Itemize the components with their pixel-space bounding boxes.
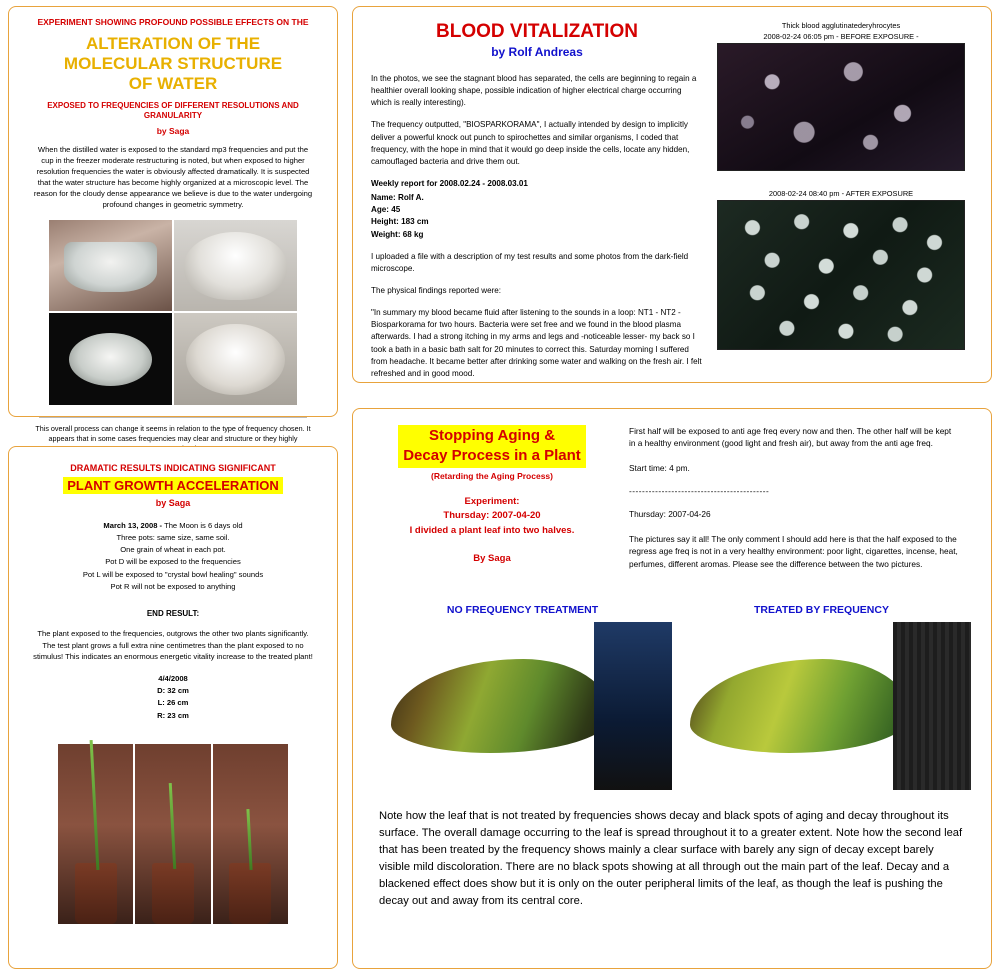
water-photo-grid [49, 220, 297, 405]
aging-title-line-2: Decay Process in a Plant [403, 447, 581, 465]
aging-byline: By Saga [473, 552, 511, 564]
water-kicker: EXPERIMENT SHOWING PROFOUND POSSIBLE EFFECTS ON THE [37, 17, 309, 27]
untreated-leaf-photo [373, 622, 672, 790]
plant-pot-r [213, 744, 288, 924]
aging-paragraph-2: The pictures say it all! The only comment I should add here is that the half exposed to the regress age freq is not in a very healthy environment: poor light, cigarettes, incense, heat, perfumes, different aromas. Please see the difference between the two pictures. [629, 533, 958, 569]
plant-setup-line-3: Pot D will be exposed to the frequencies [105, 557, 241, 567]
aging-date: Thursday: 2007-04-26 [629, 509, 711, 520]
blood-report-name: Name: Rolf A. [371, 193, 424, 203]
blood-before-exposure-photo [717, 43, 965, 171]
treated-leaf-photo [672, 622, 971, 790]
treated-leaf-background-strip [893, 622, 971, 790]
untreated-leaf-shape [391, 659, 612, 753]
blood-image2-timestamp: 2008-02-24 08:40 pm - AFTER EXPOSURE [768, 189, 914, 198]
blood-report-age: Age: 45 [371, 205, 401, 215]
panel-blood-vitalization [352, 6, 992, 383]
aging-subtitle: (Retarding the Aging Process) [430, 470, 553, 481]
blood-text-column [371, 21, 703, 390]
ice-cup-photo-1 [49, 220, 172, 312]
blood-paragraph-3: I uploaded a file with a description of my test results and some photos from the dark-field microscope. [371, 251, 689, 273]
aging-experiment-block [373, 495, 611, 539]
plant-title: PLANT GROWTH ACCELERATION [63, 477, 283, 494]
water-title [25, 34, 321, 95]
water-title-line-3: OF WATER [128, 74, 218, 94]
plant-date-bold: March 13, 2008 - [103, 521, 163, 530]
blood-after-exposure-photo [717, 200, 965, 350]
plant-setup-line-2: One grain of wheat in each pot. [120, 545, 226, 555]
water-subtitle: EXPOSED TO FREQUENCIES OF DIFFERENT RESOLUTIONS AND GRANULARITY [47, 100, 299, 121]
ice-bowl-photo-2 [174, 220, 297, 312]
blood-report-details [371, 192, 703, 241]
ice-bowl-photo-4 [174, 313, 297, 405]
panel-stopping-aging [352, 408, 992, 969]
plant-byline: by Saga [155, 498, 191, 508]
blood-report-weight: Weight: 68 kg [371, 229, 424, 239]
aging-text-column [629, 425, 959, 582]
blood-paragraph-1: In the photos, we see the stagnant blood has separated, the cells are beginning to regain a healthier overall looking shape, possible indication of higher electrical charge occurring which is really interesting). [371, 74, 697, 108]
blood-paragraph-5: "In summary my blood became fluid after listening to the sounds in a loop: NT1 - NT2 - Biosparkorama for two hours. Bacteria were set free and we found in the blood plasma afterwards. I had a strong itching in my arms and legs and -noticeable lesser- my back so I took a bath in a basic bath salt for 20 minutes to correct this. Saturday morning I suffered from headache. It became better after drinking some water and walking on the fresh air. I felt refreshed and in good mood. [371, 308, 702, 378]
blood-image1-caption: Thick blood agglutinatederyhrocytes [781, 21, 901, 30]
plant-kicker: DRAMATIC RESULTS INDICATING SIGNIFICANT [70, 463, 276, 473]
aging-label-untreated: NO FREQUENCY TREATMENT [446, 604, 599, 617]
blood-paragraph-2: The frequency outputted, "BIOSPARKORAMA", I actually intended by design to implicitly deliver a powerful knock out punch to spirochettes and similar organisms, I coded that frequency, with the hope in mind that it would go deep inside the cells, locate any hidden, camouflaged bacteria and drive them out. [371, 120, 690, 166]
water-divider [39, 417, 307, 418]
plant-photo-row [58, 744, 288, 924]
aging-experiment-desc: I divided a plant leaf into two halves. [409, 524, 575, 536]
blood-author: by Rolf Andreas [491, 45, 583, 59]
blood-report-height: Height: 183 cm [371, 217, 429, 227]
plant-setup [27, 520, 319, 593]
plant-setup-line-4: Pot L will be exposed to "crystal bowl healing" sounds [82, 569, 264, 579]
plant-measure-r: R: 23 cm [157, 710, 189, 720]
aging-paragraph-1: First half will be exposed to anti age freq every now and then. The other half will be kept in a healthy environment (good light and fresh air), but away from the anti age freq. [629, 426, 952, 449]
panel-water-structure [8, 6, 338, 444]
plant-pot-d [58, 744, 133, 924]
aging-experiment-date: Thursday: 2007-04-20 [443, 510, 541, 522]
aging-experiment-label: Experiment: [464, 495, 520, 507]
aging-start-time: Start time: 4 pm. [629, 462, 690, 473]
aging-image-labels [373, 604, 971, 616]
treated-leaf-shape [690, 659, 911, 753]
aging-title-wrap [373, 425, 611, 468]
plant-setup-line-5: Pot R will not be exposed to anything [110, 581, 236, 591]
plant-end-result-text: The plant exposed to the frequencies, outgrows the other two plants significantly. The test plant grows a full extra nine centimetres than the plant exposed to no stimulus! This indicates an enormous energetic vitality increase to the treated plant! [33, 628, 313, 662]
plant-pot-l [135, 744, 210, 924]
ice-dish-photo-3 [49, 313, 172, 405]
aging-label-treated: TREATED BY FREQUENCY [754, 604, 889, 617]
blood-image-column [717, 21, 965, 390]
plant-end-result-heading: END RESULT: [146, 608, 200, 618]
panel-plant-growth [8, 446, 338, 969]
aging-title-column [373, 425, 611, 582]
water-footer-text: This overall process can change it seems in relation to the type of frequency chosen. It appears that in some cases frequencies may clear and structure or they highly [35, 423, 311, 444]
plant-date-line [27, 520, 319, 532]
water-body-text: When the distilled water is exposed to the standard mp3 frequencies and put the cup in the freezer moderate restructuring is noted, but when exposed to higher resolution frequencies the water is obviously affected dramatically. It is suspected that the water structure has become highly organized at a microscopic level. The reason for the cloudy dense appearance we believe is due to the water undergoing profound changes in geometric symmetry. [33, 144, 313, 209]
blood-title: BLOOD VITALIZATION [436, 21, 638, 42]
plant-measure-date: 4/4/2008 [158, 674, 188, 684]
plant-date-rest: The Moon is 6 days old [162, 521, 243, 530]
aging-leaf-photos [373, 622, 971, 790]
water-title-line-1: ALTERATION OF THE [85, 33, 261, 53]
plant-measurements [27, 673, 319, 722]
plant-measure-d: D: 32 cm [157, 686, 189, 696]
plant-measure-l: L: 26 cm [157, 698, 189, 708]
blood-report-heading: Weekly report for 2008.02.24 - 2008.03.01 [371, 178, 528, 188]
plant-title-wrap [27, 477, 319, 495]
aging-title-line-1: Stopping Aging & [428, 427, 556, 444]
aging-title [398, 425, 586, 468]
water-title-line-2: MOLECULAR STRUCTURE [63, 54, 283, 74]
plant-setup-line-1: Three pots: same size, same soil. [116, 533, 230, 543]
blood-image1-timestamp: 2008-02-24 06:05 pm - BEFORE EXPOSURE - [763, 32, 919, 41]
untreated-leaf-background-strip [594, 622, 672, 790]
blood-paragraph-4: The physical findings reported were: [371, 285, 502, 295]
water-byline: by Saga [156, 125, 190, 136]
aging-note-text: Note how the leaf that is not treated by frequencies shows decay and black spots of aging and decay throughout its surface. The overall damage occurring to the leaf is spread throughout it to a greater extent. Note how the second leaf that has been treated by the frequency shows mainly a clear surface with barely any sign of decay except barely visible mild discoloration. There are no black spots showing at all through out the main part of the leaf. Decay and a blackened effect does show but it is only on the outer peripheral limits of the leaf, as though the leaf is pushing the decay out and away from its central core. [379, 810, 963, 908]
aging-divider: ------------------------------------------- [629, 486, 770, 497]
